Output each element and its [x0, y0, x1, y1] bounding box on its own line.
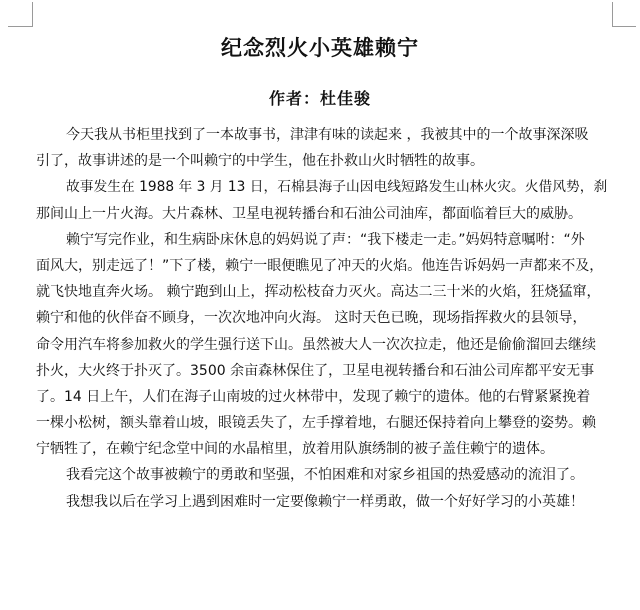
text-line: 赖宁写完作业，和生病卧床休息的妈妈说了声：“我下楼走一走。”妈妈特意嘱咐：“外 [66, 231, 585, 248]
text-line: 扑火，大火终于扑灭了。3500 余亩森林保住了，卫星电视转播台和石油公司库都平安无事 [36, 362, 595, 379]
text-line: 我看完这个故事被赖宁的勇敢和坚强，不怕困难和对家乡祖国的热爱感动的流泪了。 [66, 467, 584, 484]
text-line: 那间山上一片火海。大片森林、卫星电视转播台和石油公司油库，都面临着巨大的威胁。 [36, 205, 582, 222]
text-line: 一棵小松树，额头靠着山坡，眼镜丢失了，左手撑着地，右腿还保持着向上攀登的姿势。赖 [36, 415, 596, 432]
paragraph-5 [36, 489, 616, 515]
text-line: 我想我以后在学习上遇到困难时一定要像赖宁一样勇敢，做一个好好学习的小英雄！ [66, 493, 584, 510]
text-line: 命令用汽车将参加救火的学生强行送下山。虽然被大人一次次拉走，他还是偷偷溜回去继续 [36, 336, 596, 353]
text-line: 了。14 日上午，人们在海子山南坡的过火林带中，发现了赖宁的遗体。他的右臂紧紧挽着 [36, 388, 591, 405]
document-body [36, 122, 616, 515]
crop-mark-top-left-horizontal [8, 26, 32, 27]
text-line: 宁牺牲了，在赖宁纪念堂中间的水晶棺里，放着用队旗绣制的被子盖住赖宁的遗体。 [36, 441, 554, 458]
text-line: 面风大，别走远了！”下了楼，赖宁一眼便瞧见了冲天的火焰。他连告诉妈妈一声都来不及， [36, 257, 604, 274]
document-author: 作者：杜佳骏 [268, 89, 371, 108]
text-line: 今天我从书柜里找到了一本故事书，津津有味的读起来 ，我被其中的一个故事深深吸 [66, 127, 589, 143]
crop-mark-top-left-vertical [32, 2, 33, 27]
text-line: 赖宁和他的伙伴奋不顾身，一次次地冲向火海。 这时天色已晚，现场指挥救火的县领导， [36, 310, 587, 327]
paragraph-4 [36, 462, 616, 488]
text-line: 引了，故事讲述的是一个叫赖宁的中学生，他在扑救山火时牺牲的故事。 [36, 153, 484, 170]
document-title: 纪念烈火小英雄赖宁 [221, 36, 419, 60]
text-line: 就飞快地直奔火场。 赖宁跑到山上，挥动松枝奋力灭火。高达二三十米的火焰，狂烧猛窜， [36, 284, 601, 301]
paragraph-2 [36, 174, 616, 226]
text-line: 故事发生在 1988 年 3 月 13 日，石棉县海子山因电线短路发生山林火灾。火借风势，刹 [66, 179, 608, 196]
paragraph-1 [36, 122, 616, 174]
crop-mark-top-right-vertical [612, 2, 613, 27]
crop-mark-top-right-horizontal [612, 26, 636, 27]
paragraph-3 [36, 227, 616, 463]
